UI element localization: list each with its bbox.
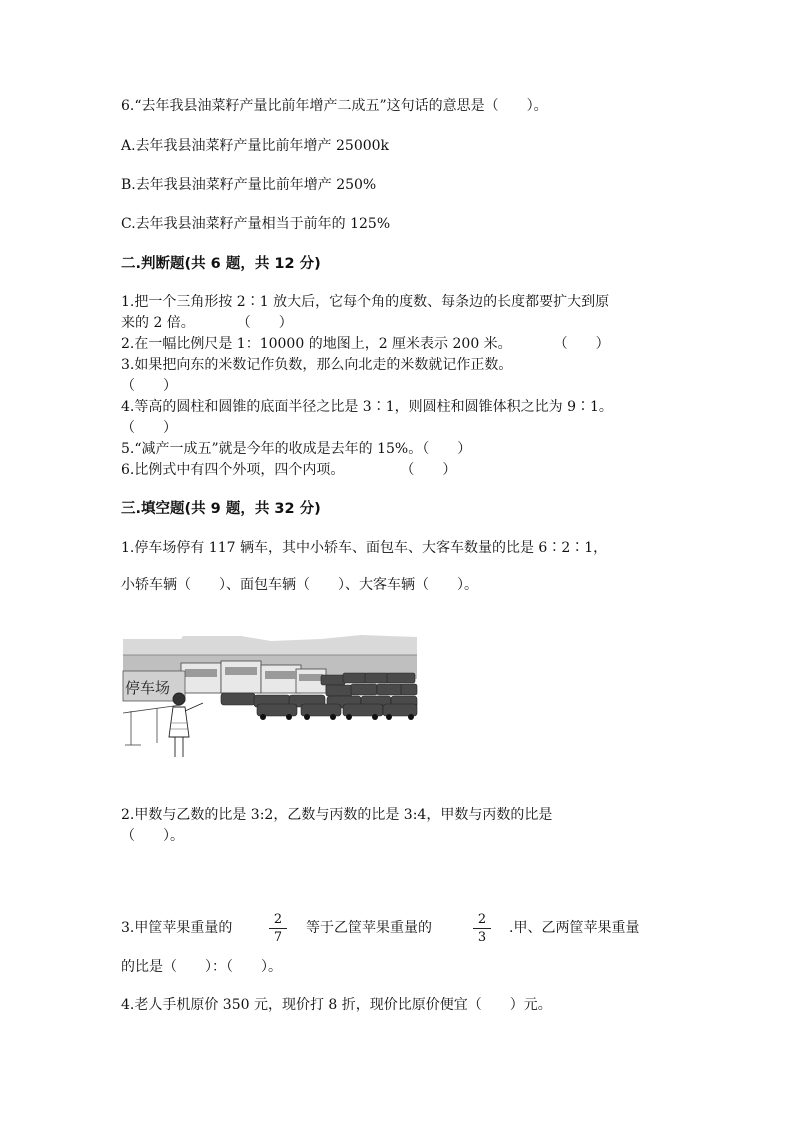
judgment-line: 5.“减产一成五”就是今年的收成是去年的 15%。（ ）	[121, 441, 472, 457]
parking-lot-illustration	[121, 633, 419, 761]
fraction-numerator: 2	[273, 912, 283, 927]
fill-q1-line1: 1.停车场停有 117 辆车，其中小轿车、面包车、大客车数量的比是 6∶2∶1，	[121, 540, 608, 556]
judgment-line: （ ）	[121, 420, 177, 436]
judgment-line: 来的 2 倍。 （ ）	[121, 315, 293, 331]
fill-q3-part3: .甲、乙两筐苹果重量	[509, 920, 640, 936]
q6-option-c: C.去年我县油菜籽产量相当于前年的 125%	[121, 216, 391, 232]
fill-q3-part1: 3.甲筐苹果重量的	[121, 920, 233, 936]
judgment-line: 4.等高的圆柱和圆锥的底面半径之比是 3∶1，则圆柱和圆锥体积之比为 9∶1。	[121, 399, 613, 415]
fill-q2-line2: （ ）。	[121, 828, 184, 844]
judgment-line: 3.如果把向东的米数记作负数，那么向北走的米数就记作正数。	[121, 357, 513, 373]
fill-q1-line2: 小轿车辆（ ）、面包车辆（ ）、大客车辆（ ）。	[121, 577, 478, 593]
fill-q3-part2: 等于乙筐苹果重量的	[306, 920, 432, 936]
fraction-two-thirds	[471, 912, 493, 945]
fill-q4: 4.老人手机原价 350 元，现价打 8 折，现价比原价便宜（ ）元。	[121, 997, 552, 1013]
q6-option-a: A.去年我县油菜籽产量比前年增产 25000k	[121, 138, 390, 154]
fill-q2-line1: 2.甲数与乙数的比是 3:2，乙数与丙数的比是 3:4，甲数与丙数的比是	[121, 807, 553, 823]
judgment-line: 2.在一幅比例尺是 1：10000 的地图上，2 厘米表示 200 米。 （ ）	[121, 336, 610, 352]
fraction-two-sevenths	[267, 912, 289, 945]
section-title-fill-blank: 三.填空题(共 9 题，共 32 分)	[121, 501, 321, 517]
q6-stem: 6.“去年我县油菜籽产量比前年增产二成五”这句话的意思是（ ）。	[121, 98, 548, 114]
parking-sign-text: 停车场	[125, 679, 171, 697]
judgment-line: 1.把一个三角形按 2∶1 放大后，它每个角的度数、每条边的长度都要扩大到原	[121, 294, 610, 310]
q6-option-b: B.去年我县油菜籽产量比前年增产 250%	[121, 177, 377, 193]
fill-q3-line2: 的比是（ ）：（ ）。	[121, 959, 282, 975]
section-title-judgment: 二.判断题(共 6 题，共 12 分)	[121, 256, 321, 272]
judgment-line: （ ）	[121, 378, 177, 394]
judgment-line: 6.比例式中有四个外项，四个内项。 （ ）	[121, 462, 457, 478]
fraction-numerator: 2	[477, 912, 487, 927]
fraction-denominator: 3	[477, 930, 487, 945]
fraction-denominator: 7	[273, 930, 283, 945]
